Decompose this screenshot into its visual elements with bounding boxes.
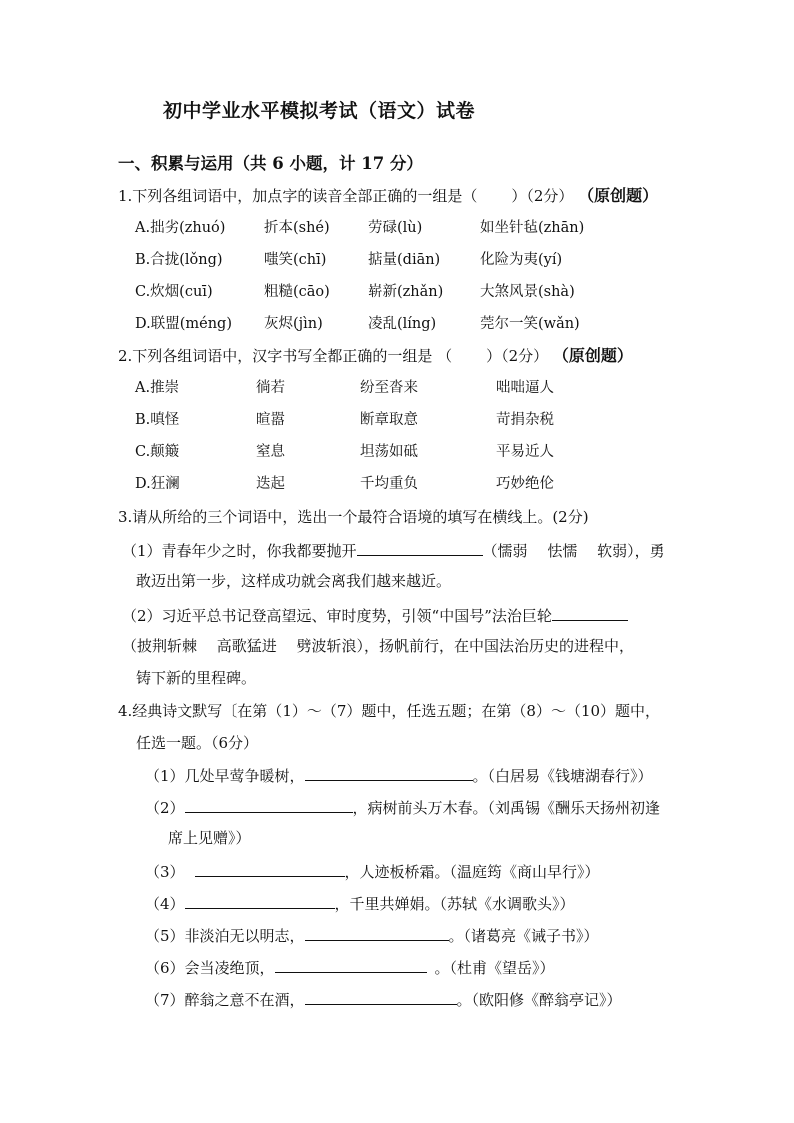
question-2-stem [118, 346, 633, 366]
q3-sentence-2-line-2: （披荆斩棘 高歌猛进 劈波斩浪），扬帆前行，在中国法治历史的进程中， [122, 637, 635, 655]
q3-sentence-2-line-3: 铸下新的里程碑。 [136, 669, 257, 687]
q4-item-3 [145, 860, 600, 882]
q3-blank-1[interactable] [357, 539, 483, 556]
q4-item-6 [145, 956, 555, 978]
q2-option-c4: 平易近人 [496, 444, 554, 460]
section-heading: 一、积累与运用（共 6 小题，计 17 分） [118, 154, 423, 173]
q4-item-1 [145, 764, 653, 786]
q1-option-b3: 掂量(diān) [368, 252, 441, 268]
q1-option-d4: 莞尔一笑(wǎn) [480, 316, 580, 332]
q2-option-b1: B.嗔怪 [135, 412, 180, 428]
q3-s1-text-b: （懦弱 怯懦 软弱），勇 [482, 542, 665, 560]
q3-blank-2[interactable] [552, 604, 628, 621]
q4-blank-7[interactable] [305, 988, 457, 1005]
q4-item-1-post: 。（白居易《钱塘湖春行》） [472, 767, 653, 785]
q4-item-2-pre: （2） [145, 799, 185, 817]
question-1-stem [118, 186, 658, 206]
q1-option-b1: B.合拢(lǒng) [135, 252, 223, 268]
q4-item-5 [145, 924, 599, 946]
q4-item-6-post: 。（杜甫《望岳》） [434, 959, 555, 977]
q4-blank-2[interactable] [185, 796, 353, 813]
q2-option-a4: 咄咄逼人 [496, 380, 554, 396]
q1-stem-text: 1.下列各组词语中，加点字的读音全部正确的一组是（ [118, 187, 478, 205]
q4-item-7 [145, 988, 622, 1010]
q1-option-b2: 嗤笑(chī) [264, 252, 327, 268]
q4-item-4-pre: （4） [145, 895, 185, 913]
q3-s1-text-a: （1）青春年少之时，你我都要抛开 [122, 542, 357, 560]
q2-option-c2: 窒息 [256, 444, 285, 460]
question-4-stem-line-1: 4.经典诗文默写〔在第（1）～（7）题中，任选五题；在第（8）～（10）题中， [118, 702, 661, 720]
q2-option-a1: A.推崇 [135, 380, 180, 396]
q4-item-5-post: 。（诸葛亮《诫子书》） [448, 927, 599, 945]
q3-sentence-1-line-1 [122, 539, 665, 561]
q4-item-2-cont: 席上见赠》） [168, 829, 251, 847]
q4-blank-3[interactable] [195, 860, 345, 877]
q2-tag: （原创题） [552, 346, 633, 365]
q2-stem-text: 2.下列各组词语中，汉字书写全都正确的一组是 （ [118, 347, 453, 365]
q2-option-d3: 千均重负 [360, 476, 418, 492]
q4-blank-1[interactable] [305, 764, 473, 781]
q1-option-d1: D.联盟(méng) [135, 316, 232, 332]
q4-item-4-post: ，千里共婵娟。（苏轼《水调歌头》） [334, 895, 575, 913]
q2-option-b4: 苛捐杂税 [496, 412, 554, 428]
q1-score: ）（2分） [511, 187, 574, 205]
q1-option-a2: 折本(shé) [264, 220, 330, 236]
q1-option-c4: 大煞风景(shà) [480, 284, 575, 300]
q4-item-3-post: ，人迹板桥霜。（温庭筠《商山早行》） [344, 863, 600, 881]
q2-option-d4: 巧妙绝伦 [496, 476, 554, 492]
q3-sentence-1-line-2: 敢迈出第一步，这样成功就会离我们越来越近。 [136, 572, 452, 590]
q4-item-7-pre: （7）醉翁之意不在酒， [145, 991, 305, 1009]
q4-blank-6[interactable] [275, 956, 427, 973]
q4-blank-5[interactable] [305, 924, 449, 941]
q4-item-7-post: 。（欧阳修《醉翁亭记》） [456, 991, 622, 1009]
question-3-stem: 3.请从所给的三个词语中，选出一个最符合语境的填写在横线上。(2分) [118, 508, 589, 526]
q2-option-b3: 断章取意 [360, 412, 418, 428]
q3-s2-text-a: （2）习近平总书记登高望远、审时度势，引领“中国号”法治巨轮 [122, 607, 552, 625]
q1-option-a1: A.拙劣(zhuó) [135, 220, 226, 236]
q2-score: ）（2分） [486, 347, 549, 365]
q2-option-a3: 纷至沓来 [360, 380, 418, 396]
q4-item-4 [145, 892, 575, 914]
exam-title: 初中学业水平模拟考试（语文）试卷 [163, 100, 476, 122]
q1-option-c3: 崭新(zhǎn) [368, 284, 444, 300]
q1-option-d3: 凌乱(líng) [368, 316, 437, 332]
q1-option-d2: 灰烬(jìn) [264, 316, 323, 332]
q4-item-1-pre: （1）几处早莺争暖树， [145, 767, 305, 785]
q2-option-c3: 坦荡如砥 [360, 444, 418, 460]
q1-option-a4: 如坐针毡(zhān) [480, 220, 585, 236]
q2-option-a2: 徜若 [256, 380, 285, 396]
q4-item-2 [145, 796, 660, 818]
q4-item-5-pre: （5）非淡泊无以明志， [145, 927, 305, 945]
q1-option-a3: 劳碌(lù) [368, 220, 423, 236]
q2-option-d1: D.狂澜 [135, 476, 180, 492]
q1-option-c2: 粗糙(cāo) [264, 284, 330, 300]
q2-option-c1: C.颠簸 [135, 444, 180, 460]
q4-item-6-pre: （6）会当凌绝顶， [145, 959, 275, 977]
q2-option-b2: 暄嚣 [256, 412, 285, 428]
question-4-stem-line-2: 任选一题。（6分） [136, 734, 259, 752]
q4-blank-4[interactable] [185, 892, 335, 909]
q2-option-d2: 迭起 [256, 476, 285, 492]
q4-item-3-pre: （3） [145, 863, 185, 881]
q4-item-2-post: ，病树前头万木春。（刘禹锡《酬乐天扬州初逢 [352, 799, 661, 817]
q1-option-b4: 化险为夷(yí) [480, 252, 563, 268]
q1-option-c1: C.炊烟(cuī) [135, 284, 213, 300]
q3-sentence-2-line-1 [122, 604, 628, 626]
q1-tag: （原创题） [578, 186, 659, 205]
